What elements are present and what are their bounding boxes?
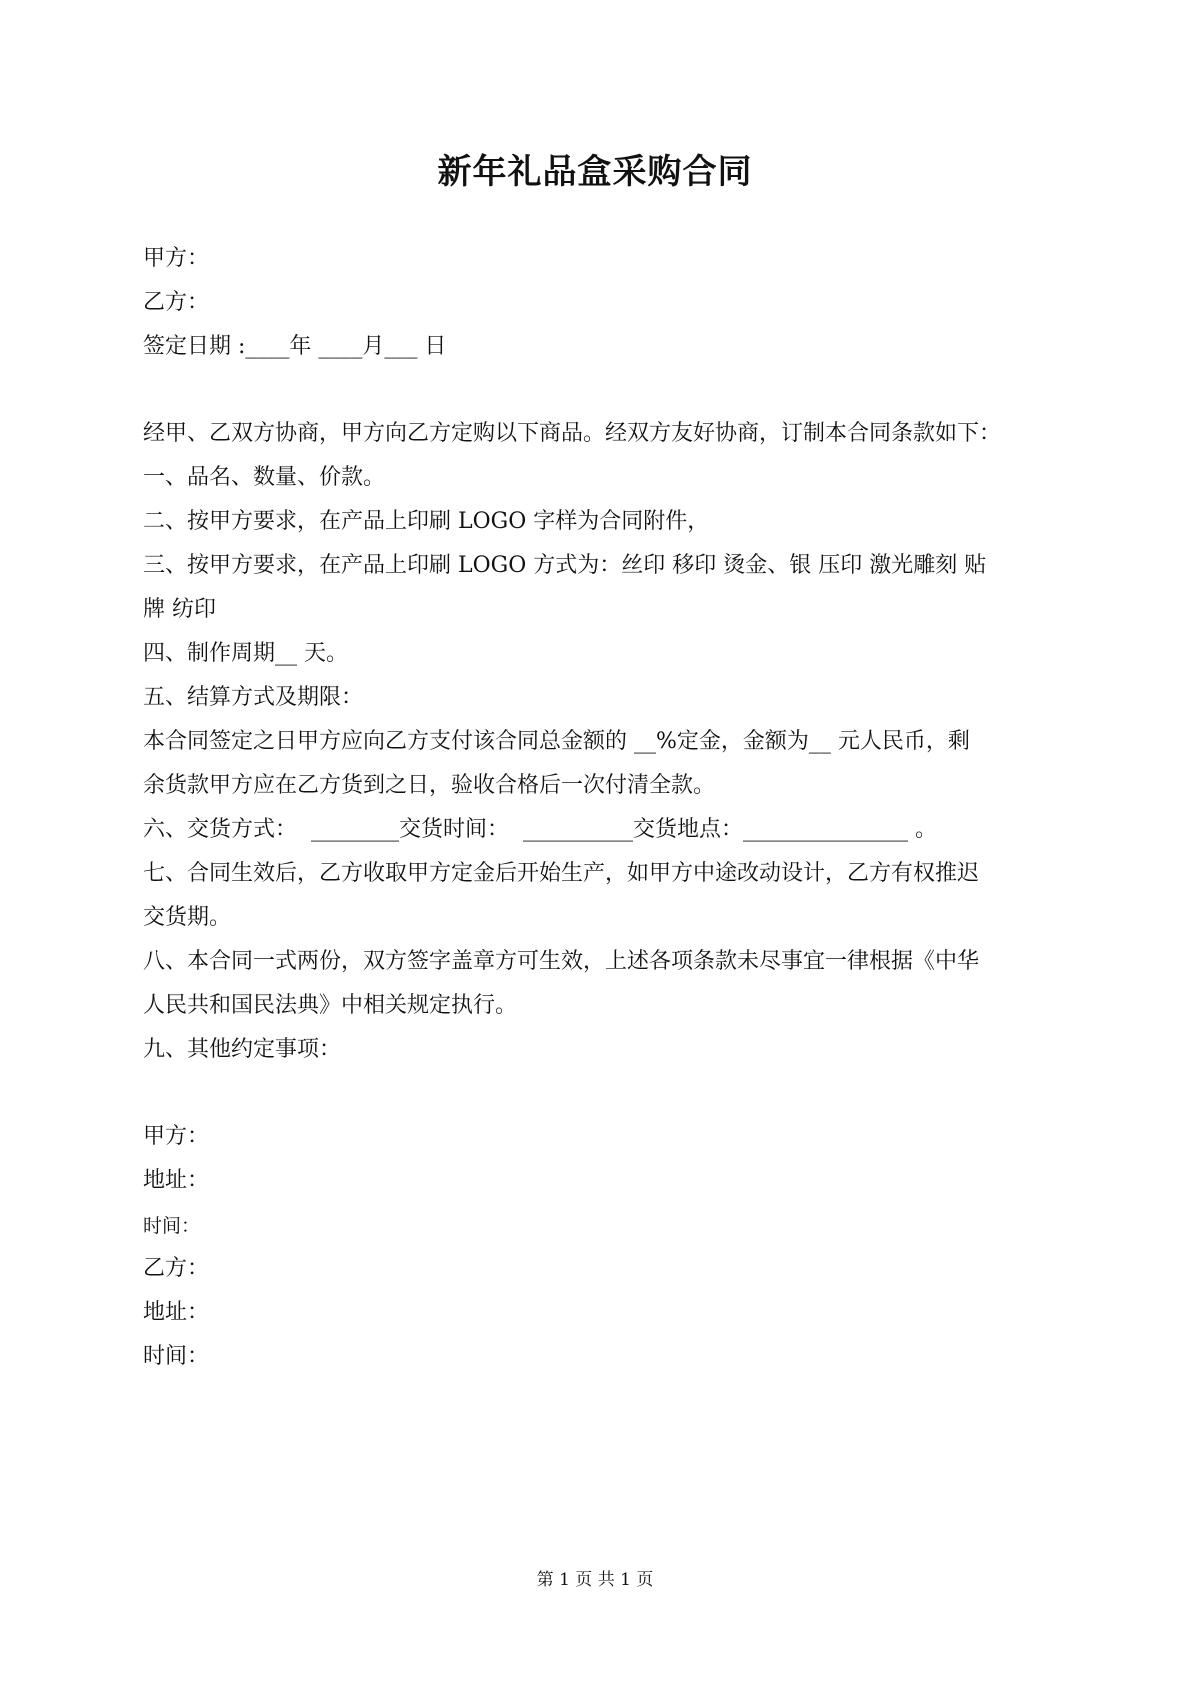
clause-2: 二、按甲方要求，在产品上印刷 LOGO 字样为合同附件， (143, 509, 710, 534)
header-party-b: 乙方： (143, 290, 210, 315)
header-party-a: 甲方： (143, 246, 210, 271)
header-sign-date: 签定日期 :____年 ____月___ 日 (143, 334, 447, 359)
clause-1: 一、品名、数量、价款。 (143, 465, 386, 490)
clause-7-continued: 交货期。 (143, 905, 232, 930)
signature-time-b: 时间： (143, 1344, 210, 1369)
page-footer: 第 1 页 共 1 页 (536, 1570, 654, 1590)
clause-5: 五、结算方式及期限： (143, 685, 364, 710)
document-title: 新年礼品盒采购合同 (437, 152, 753, 192)
clause-3-continued: 牌 纺印 (143, 597, 216, 622)
clause-9: 九、其他约定事项： (143, 1037, 342, 1062)
signature-party-b: 乙方： (143, 1256, 210, 1281)
intro-paragraph: 经甲、乙双方协商，甲方向乙方定购以下商品。经双方友好协商，订制本合同条款如下： (143, 421, 1002, 446)
clause-3: 三、按甲方要求，在产品上印刷 LOGO 方式为：丝印 移印 烫金、银 压印 激光雕刻 贴 (143, 553, 987, 578)
clause-5-payment-continued: 余货款甲方应在乙方货到之日，验收合格后一次付清全款。 (143, 773, 716, 798)
clause-7: 七、合同生效后，乙方收取甲方定金后开始生产，如甲方中途改动设计，乙方有权推迟 (143, 861, 980, 886)
clause-8-continued: 人民共和国民法典》中相关规定执行。 (143, 993, 518, 1018)
signature-time-a: 时间： (143, 1215, 201, 1237)
clause-4: 四、制作周期__ 天。 (143, 641, 348, 666)
clause-8: 八、本合同一式两份，双方签字盖章方可生效，上述各项条款未尽事宜一律根据《中华 (143, 949, 980, 974)
signature-address-a: 地址： (143, 1168, 210, 1193)
signature-address-b: 地址： (143, 1300, 210, 1325)
clause-6: 六、交货方式： ________交货时间： __________交货地点：_______________ 。 (143, 817, 937, 842)
clause-5-payment: 本合同签定之日甲方应向乙方支付该合同总金额的 __%定金，金额为__ 元人民币，剩 (143, 729, 970, 754)
signature-party-a: 甲方： (143, 1124, 210, 1149)
